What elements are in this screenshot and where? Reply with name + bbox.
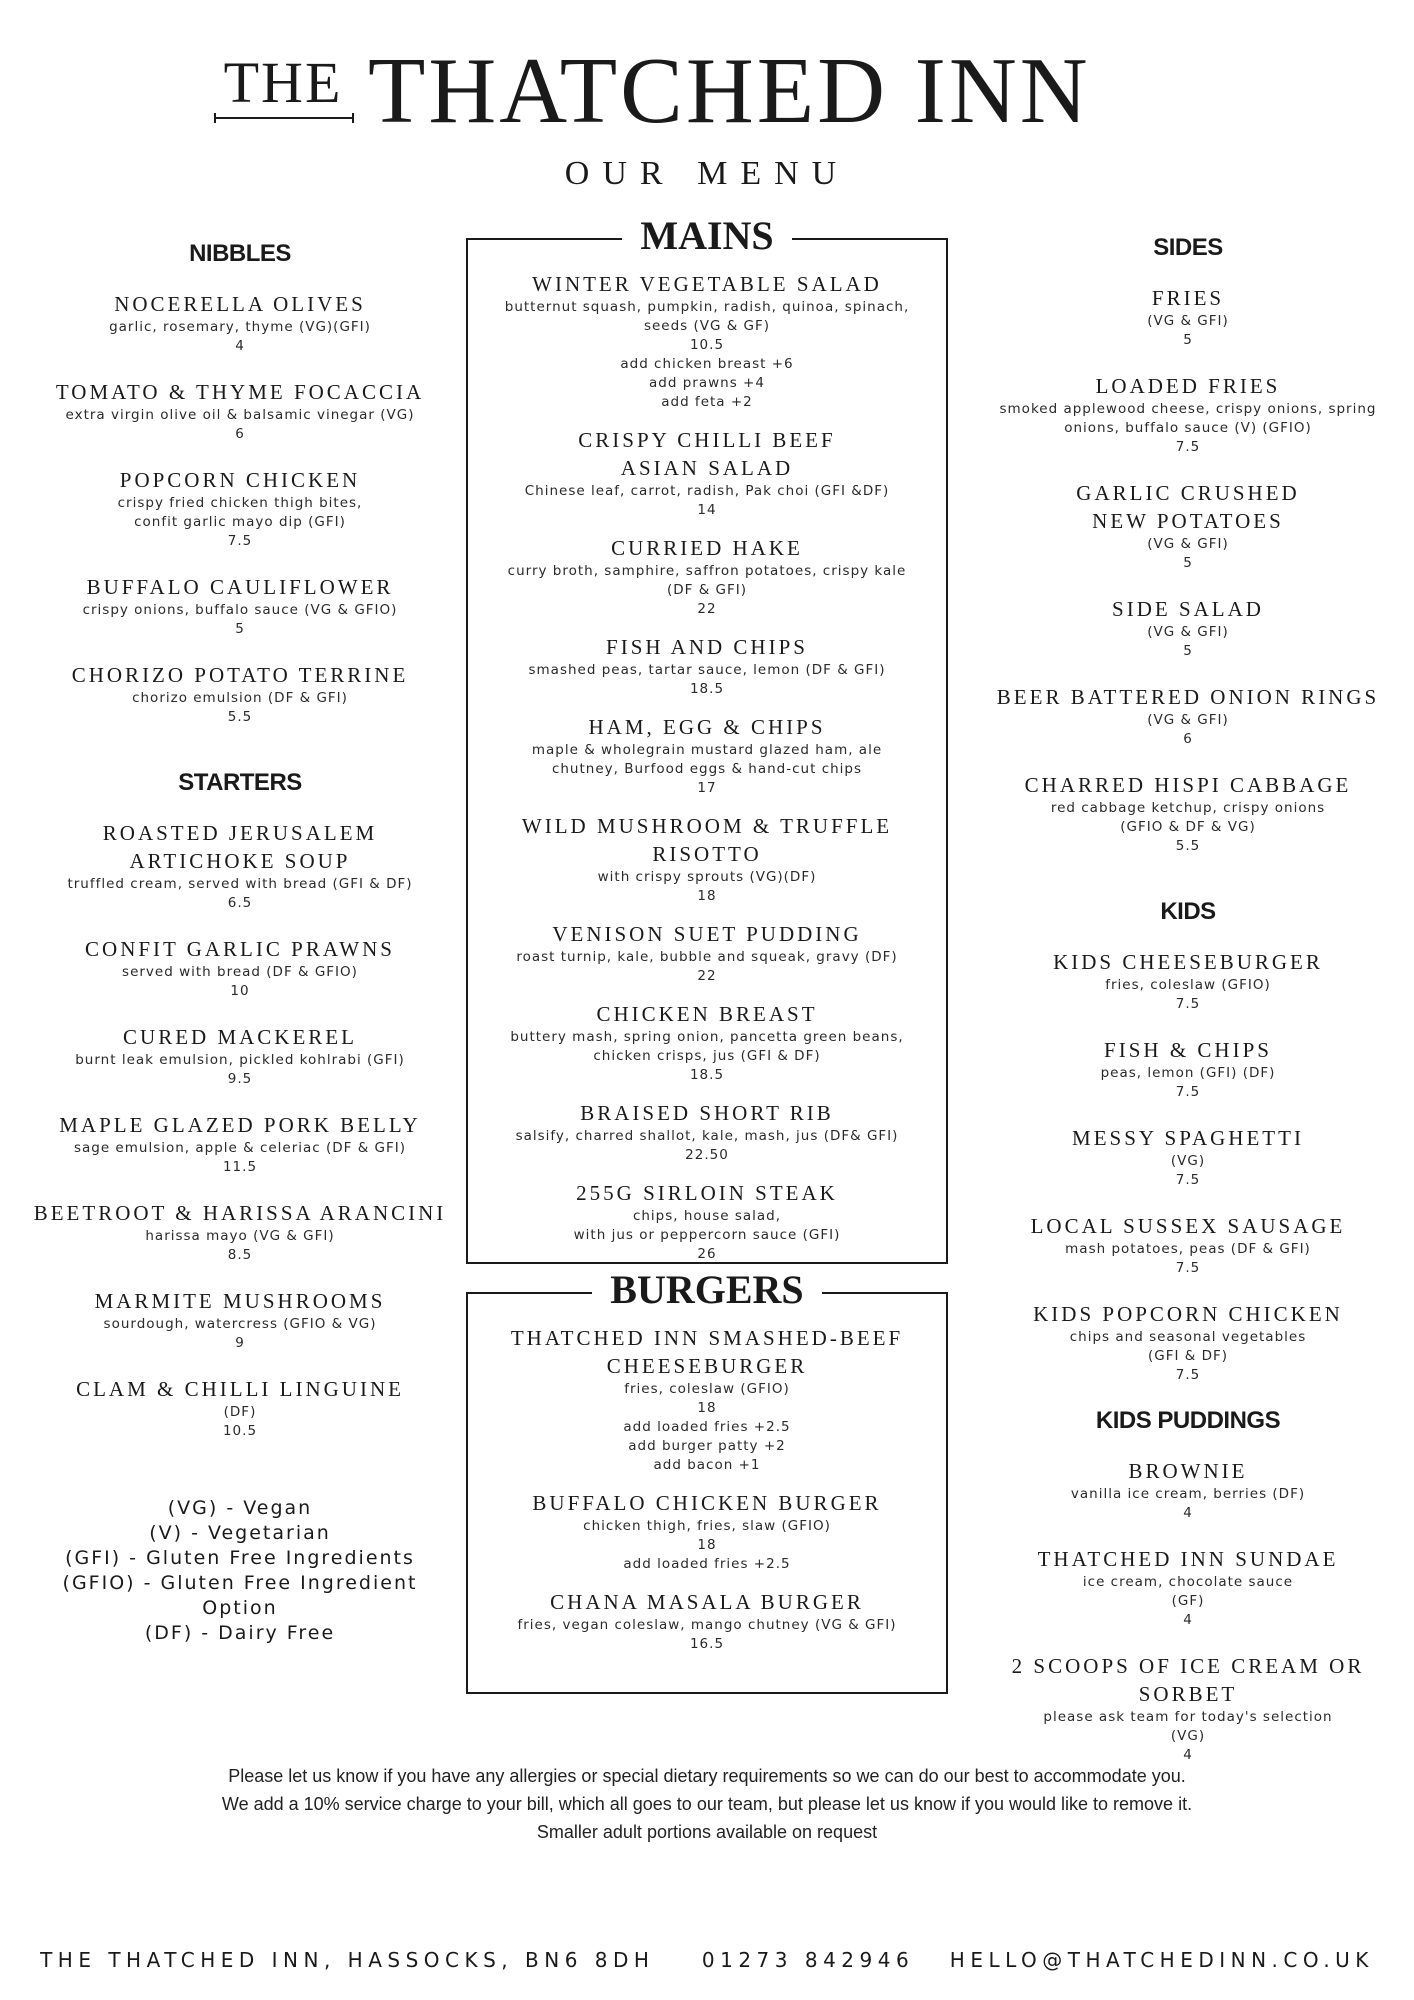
item-description: vanilla ice cream, berries (DF) xyxy=(1070,1486,1306,1502)
kids-puddings-heading: KIDS PUDDINGS xyxy=(1095,1407,1281,1434)
menu-item xyxy=(468,713,946,798)
menu-item xyxy=(968,771,1408,856)
item-description: crispy onions, buffalo sauce (VG & GFIO) xyxy=(82,602,398,618)
item-name: POPCORN CHICKEN xyxy=(119,468,361,492)
item-name: CHICKEN BREAST xyxy=(596,1002,818,1026)
left-column xyxy=(20,240,460,1463)
item-description: curry broth, samphire, saffron potatoes, crispy kale (DF & GFI) xyxy=(507,563,907,598)
title-underline xyxy=(214,117,354,119)
menu-item xyxy=(468,1588,946,1654)
item-name: FISH & CHIPS xyxy=(1104,1038,1272,1062)
item-description: (DF) xyxy=(223,1404,257,1420)
menu-item xyxy=(968,372,1408,457)
item-name: CHARRED HISPI CABBAGE xyxy=(1024,773,1352,797)
item-description: salsify, charred shallot, kale, mash, jus (DF& GFI) xyxy=(515,1128,899,1144)
item-price: 16.5 xyxy=(689,1636,725,1652)
item-price: 10.5 xyxy=(222,1423,258,1439)
item-price: 5 xyxy=(235,621,245,637)
menu-item xyxy=(468,1489,946,1574)
menu-item xyxy=(20,466,460,551)
item-price: 26 xyxy=(697,1246,717,1262)
menu-item xyxy=(20,935,460,1001)
dietary-legend xyxy=(20,1496,460,1646)
item-name: CONFIT GARLIC PRAWNS xyxy=(85,937,395,961)
item-add-ons: add chicken breast +6 add prawns +4 add feta +2 xyxy=(620,356,794,410)
item-name: CHANA MASALA BURGER xyxy=(550,1590,864,1614)
item-price: 9.5 xyxy=(227,1071,253,1087)
item-description: smoked applewood cheese, crispy onions, spring onions, buffalo sauce (V) (GFIO) xyxy=(999,401,1377,436)
item-description: please ask team for today's selection (VG) xyxy=(1043,1709,1333,1744)
item-price: 22.50 xyxy=(685,1147,729,1163)
footer-contact: THE THATCHED INN, HASSOCKS, BN6 8DH 01273 842946 HELLO@THATCHEDINN.CO.UK xyxy=(40,1948,1374,1972)
item-description: fries, coleslaw (GFIO) xyxy=(624,1381,790,1397)
item-name: MESSY SPAGHETTI xyxy=(1072,1126,1304,1150)
item-price: 18 xyxy=(697,888,717,904)
item-name: BROWNIE xyxy=(1128,1459,1248,1483)
menu-item xyxy=(20,1287,460,1353)
burgers-list xyxy=(468,1324,946,1668)
menu-item xyxy=(968,1300,1408,1385)
masthead xyxy=(0,38,1414,143)
item-description: (VG & GFI) xyxy=(1147,624,1229,640)
item-name: BEER BATTERED ONION RINGS xyxy=(996,685,1380,709)
menu-item xyxy=(20,1023,460,1089)
item-name: NOCERELLA OLIVES xyxy=(114,292,366,316)
legend-item: (V) - Vegetarian xyxy=(149,1522,331,1544)
menu-item xyxy=(468,270,946,412)
item-description: chorizo emulsion (DF & GFI) xyxy=(132,690,348,706)
sides-list xyxy=(968,284,1408,856)
item-description: chicken thigh, fries, slaw (GFIO) xyxy=(583,1518,831,1534)
item-price: 5 xyxy=(1183,555,1193,571)
item-description: Chinese leaf, carrot, radish, Pak choi (GFI &DF) xyxy=(524,483,890,499)
menu-item xyxy=(468,1324,946,1475)
item-name: BUFFALO CHICKEN BURGER xyxy=(532,1491,882,1515)
item-add-ons: add loaded fries +2.5 add burger patty +2 add bacon +1 xyxy=(623,1419,791,1473)
item-description: peas, lemon (GFI) (DF) xyxy=(1100,1065,1276,1081)
menu-item xyxy=(968,1036,1408,1102)
menu-item xyxy=(20,1111,460,1177)
item-name: FISH AND CHIPS xyxy=(606,635,808,659)
menu-item xyxy=(468,920,946,986)
kids-section xyxy=(968,898,1408,1385)
item-price: 7.5 xyxy=(1175,1367,1201,1383)
item-price: 6 xyxy=(235,426,245,442)
burgers-heading xyxy=(468,1264,946,1316)
menu-item xyxy=(468,534,946,619)
item-price: 9 xyxy=(235,1335,245,1351)
kids-puddings-list xyxy=(968,1457,1408,1765)
menu-item xyxy=(468,812,946,906)
menu-item xyxy=(20,290,460,356)
allergy-note: Please let us know if you have any allergies or special dietary requirements so we can do our best to accommodate you. xyxy=(228,1766,1186,1786)
legend-item: (GFI) - Gluten Free Ingredients xyxy=(65,1547,415,1569)
item-description: red cabbage ketchup, crispy onions (GFIO & DF & VG) xyxy=(1050,800,1326,835)
item-name: MARMITE MUSHROOMS xyxy=(94,1289,386,1313)
item-name: SIDE SALAD xyxy=(1112,597,1264,621)
item-description: sourdough, watercress (GFIO & VG) xyxy=(103,1316,377,1332)
item-name: KIDS POPCORN CHICKEN xyxy=(1033,1302,1343,1326)
menu-item xyxy=(968,1212,1408,1278)
item-price: 5.5 xyxy=(1175,838,1201,854)
item-price: 10.5 xyxy=(689,337,725,353)
item-name: CRISPY CHILLI BEEF ASIAN SALAD xyxy=(578,428,836,480)
item-name: TOMATO & THYME FOCACCIA xyxy=(55,380,425,404)
item-description: garlic, rosemary, thyme (VG)(GFI) xyxy=(109,319,371,335)
item-description: (VG & GFI) xyxy=(1147,712,1229,728)
item-price: 14 xyxy=(697,502,717,518)
kids-heading: KIDS xyxy=(1160,898,1216,925)
item-description: (VG & GFI) xyxy=(1147,313,1229,329)
item-name: THATCHED INN SMASHED-BEEF CHEESEBURGER xyxy=(510,1326,904,1378)
title-the: THE xyxy=(223,50,343,115)
menu-item xyxy=(968,1652,1408,1765)
item-description: fries, coleslaw (GFIO) xyxy=(1105,977,1271,993)
item-description: buttery mash, spring onion, pancetta green beans, chicken crisps, jus (GFI & DF) xyxy=(510,1029,904,1064)
item-description: sage emulsion, apple & celeriac (DF & GFI) xyxy=(73,1140,407,1156)
item-price: 18 xyxy=(697,1537,717,1553)
sides-section xyxy=(968,234,1408,856)
item-name: WINTER VEGETABLE SALAD xyxy=(532,272,882,296)
customer-notes xyxy=(0,1762,1414,1846)
menu-item xyxy=(968,683,1408,749)
menu-item xyxy=(968,1457,1408,1523)
item-description: roast turnip, kale, bubble and squeak, gravy (DF) xyxy=(516,949,898,965)
sides-heading: SIDES xyxy=(1153,234,1223,261)
mains-list xyxy=(468,270,946,1278)
burgers-heading-text: BURGERS xyxy=(592,1267,821,1312)
menu-item xyxy=(20,819,460,913)
menu-item xyxy=(968,595,1408,661)
item-name: KIDS CHEESEBURGER xyxy=(1053,950,1323,974)
starters-heading: STARTERS xyxy=(178,769,302,796)
menu-item xyxy=(968,1545,1408,1630)
item-name: CURED MACKEREL xyxy=(123,1025,357,1049)
item-price: 5 xyxy=(1183,332,1193,348)
item-name: WILD MUSHROOM & TRUFFLE RISOTTO xyxy=(521,814,893,866)
item-add-ons: add loaded fries +2.5 xyxy=(623,1556,791,1572)
item-price: 6 xyxy=(1183,731,1193,747)
item-description: fries, vegan coleslaw, mango chutney (VG & GFI) xyxy=(517,1617,897,1633)
item-name: BUFFALO CAULIFLOWER xyxy=(86,575,394,599)
item-description: (VG) xyxy=(1170,1153,1206,1169)
burgers-box xyxy=(466,1267,948,1694)
item-price: 5 xyxy=(1183,643,1193,659)
item-price: 7.5 xyxy=(1175,996,1201,1012)
menu-item xyxy=(968,1124,1408,1190)
kids-list xyxy=(968,948,1408,1385)
menu-item xyxy=(968,479,1408,573)
item-description: served with bread (DF & GFIO) xyxy=(122,964,358,980)
item-description: maple & wholegrain mustard glazed ham, ale chutney, Burfood eggs & hand-cut chips xyxy=(531,742,883,777)
item-name: HAM, EGG & CHIPS xyxy=(588,715,826,739)
item-description: ice cream, chocolate sauce (GF) xyxy=(1082,1574,1294,1609)
item-price: 5.5 xyxy=(227,709,253,725)
item-description: burnt leak emulsion, pickled kohlrabi (GFI) xyxy=(75,1052,405,1068)
item-description: butternut squash, pumpkin, radish, quinoa, spinach, seeds (VG & GF) xyxy=(504,299,910,334)
item-name: THATCHED INN SUNDAE xyxy=(1037,1547,1339,1571)
item-price: 22 xyxy=(697,968,717,984)
starters-list xyxy=(20,819,460,1441)
menu-item xyxy=(468,633,946,699)
menu-item xyxy=(20,573,460,639)
item-price: 22 xyxy=(697,601,717,617)
item-price: 7.5 xyxy=(1175,1260,1201,1276)
item-price: 7.5 xyxy=(1175,1084,1201,1100)
legend-item: (DF) - Dairy Free xyxy=(144,1622,336,1644)
item-description: (VG & GFI) xyxy=(1147,536,1229,552)
mains-heading xyxy=(468,210,946,262)
menu-item xyxy=(20,1199,460,1265)
item-price: 4 xyxy=(235,338,245,354)
menu-item xyxy=(968,284,1408,350)
item-description: truffled cream, served with bread (GFI & DF) xyxy=(67,876,413,892)
right-column xyxy=(968,234,1408,1787)
item-name: BRAISED SHORT RIB xyxy=(580,1101,834,1125)
item-description: chips and seasonal vegetables (GFI & DF) xyxy=(1069,1329,1307,1364)
page-title: THATCHED INN xyxy=(368,39,1091,143)
item-price: 17 xyxy=(697,780,717,796)
legend-item: (VG) - Vegan xyxy=(167,1497,313,1519)
item-price: 7.5 xyxy=(1175,439,1201,455)
item-price: 18 xyxy=(697,1400,717,1416)
starters-section xyxy=(20,769,460,1441)
item-price: 11.5 xyxy=(222,1159,258,1175)
menu-item xyxy=(20,1375,460,1441)
item-price: 10 xyxy=(230,983,250,999)
item-price: 8.5 xyxy=(227,1247,253,1263)
nibbles-section xyxy=(20,240,460,727)
menu-item xyxy=(20,661,460,727)
item-description: with crispy sprouts (VG)(DF) xyxy=(597,869,817,885)
item-name: MAPLE GLAZED PORK BELLY xyxy=(59,1113,421,1137)
menu-subtitle: OUR MENU xyxy=(564,155,850,192)
item-price: 6.5 xyxy=(227,895,253,911)
item-name: LOADED FRIES xyxy=(1095,374,1281,398)
item-name: VENISON SUET PUDDING xyxy=(552,922,862,946)
item-description: mash potatoes, peas (DF & GFI) xyxy=(1065,1241,1311,1257)
item-name: 255G SIRLOIN STEAK xyxy=(576,1181,838,1205)
item-name: FRIES xyxy=(1151,286,1225,310)
item-description: smashed peas, tartar sauce, lemon (DF & GFI) xyxy=(528,662,886,678)
item-name: BEETROOT & HARISSA ARANCINI xyxy=(33,1201,447,1225)
item-price: 7.5 xyxy=(1175,1172,1201,1188)
item-price: 18.5 xyxy=(689,681,725,697)
item-description: extra virgin olive oil & balsamic vinegar (VG) xyxy=(65,407,415,423)
item-description: chips, house salad, with jus or peppercorn sauce (GFI) xyxy=(573,1208,841,1243)
item-name: CURRIED HAKE xyxy=(611,536,803,560)
menu-item xyxy=(468,1000,946,1085)
item-price: 4 xyxy=(1183,1612,1193,1628)
item-description: harissa mayo (VG & GFI) xyxy=(145,1228,335,1244)
item-price: 4 xyxy=(1183,1747,1193,1763)
menu-item xyxy=(468,426,946,520)
service-charge-note: We add a 10% service charge to your bill, which all goes to our team, but please let us know if you would like to remove it. xyxy=(221,1794,1193,1814)
item-description: crispy fried chicken thigh bites, confit garlic mayo dip (GFI) xyxy=(117,495,363,530)
menu-item xyxy=(468,1099,946,1165)
item-price: 4 xyxy=(1183,1505,1193,1521)
item-price: 7.5 xyxy=(227,533,253,549)
menu-item xyxy=(468,1179,946,1264)
mains-heading-text: MAINS xyxy=(622,213,791,258)
item-name: CLAM & CHILLI LINGUINE xyxy=(76,1377,404,1401)
menu-item xyxy=(20,378,460,444)
portions-note: Smaller adult portions available on request xyxy=(536,1822,878,1842)
item-name: 2 SCOOPS OF ICE CREAM OR SORBET xyxy=(1011,1654,1365,1706)
item-name: ROASTED JERUSALEM ARTICHOKE SOUP xyxy=(102,821,378,873)
item-name: LOCAL SUSSEX SAUSAGE xyxy=(1030,1214,1346,1238)
nibbles-heading: NIBBLES xyxy=(189,240,291,267)
item-name: CHORIZO POTATO TERRINE xyxy=(71,663,409,687)
kids-puddings-section xyxy=(968,1407,1408,1765)
item-price: 18.5 xyxy=(689,1067,725,1083)
legend-item: (GFIO) - Gluten Free Ingredient Option xyxy=(62,1572,418,1619)
menu-item xyxy=(968,948,1408,1014)
item-name: GARLIC CRUSHED NEW POTATOES xyxy=(1076,481,1300,533)
mains-box xyxy=(466,213,948,1264)
nibbles-list xyxy=(20,290,460,727)
